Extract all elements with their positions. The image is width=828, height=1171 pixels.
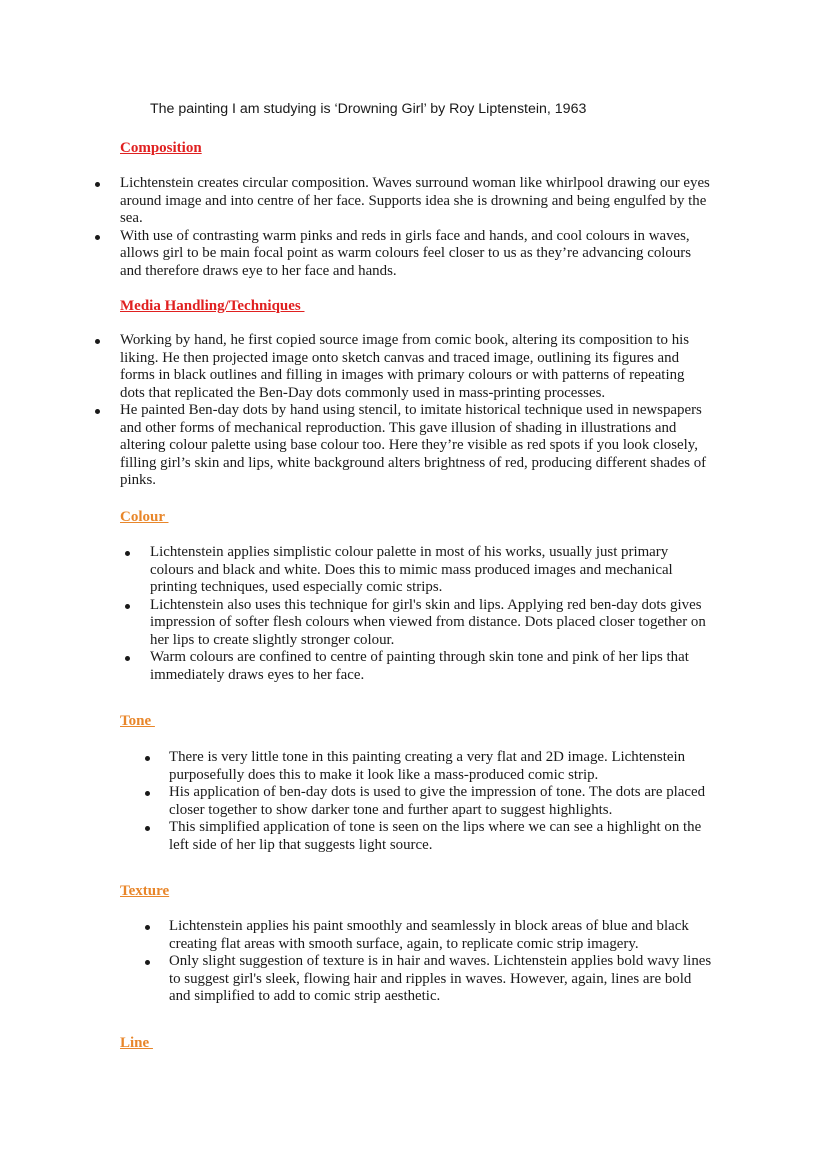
bullet-icon [145,791,150,796]
composition-list [120,175,712,280]
list-item: With use of contrasting warm pinks and reds in girls face and hands, and cool colours in waves, allows girl to be main focal point as warm colours feel closer to us as they’re advancing colours and therefore draws eye to her face and hands. [120,228,712,281]
page-title: The painting I am studying is ‘Drowning Girl’ by Roy Liptenstein, 1963 [150,101,587,117]
bullet-icon [145,925,150,930]
list-item: Lichtenstein applies simplistic colour palette in most of his works, usually just primary colours and black and white. Does this to mimic mass produced images and mechanical printing techniques, used especially comic strips. [150,544,712,597]
heading-tone: Tone [120,713,155,729]
bullet-icon [145,960,150,965]
heading-colour: Colour [120,509,169,525]
list-item: This simplified application of tone is seen on the lips where we can see a highlight on the left side of her lip that suggests light source. [169,819,712,854]
bullet-icon [95,409,100,414]
list-item: He painted Ben-day dots by hand using stencil, to imitate historical technique used in newspapers and other forms of mechanical reproduction. This gave illusion of shading in illustrations and altering colour palette using base colour too. Here they’re visible as red spots if you look closely, filling girl’s skin and lips, white background alters brightness of red, producing different shades of pinks. [120,402,712,490]
heading-line: Line [120,1035,153,1051]
list-item: Lichtenstein applies his paint smoothly and seamlessly in block areas of blue and black creating flat areas with smooth surface, again, to replicate comic strip imagery. [169,918,712,953]
list-item: Lichtenstein creates circular composition. Waves surround woman like whirlpool drawing our eyes around image and into centre of her face. Supports idea she is drowning and being engulfed by the sea. [120,175,712,228]
list-item: There is very little tone in this painting creating a very flat and 2D image. Lichtenstein purposefully does this to make it look like a mass-produced comic strip. [169,749,712,784]
bullet-icon [125,604,130,609]
bullet-icon [145,826,150,831]
list-item: His application of ben-day dots is used to give the impression of tone. The dots are placed closer together to show darker tone and further apart to suggest highlights. [169,784,712,819]
bullet-icon [125,551,130,556]
colour-list [150,544,712,684]
media-list [120,332,712,490]
heading-media-handling: Media Handling/Techniques [120,298,305,314]
bullet-icon [95,235,100,240]
list-item: Working by hand, he first copied source image from comic book, altering its composition to his liking. He then projected image onto sketch canvas and traced image, outlining its figures and forms in black outlines and filling in images with primary colours or with patterns of repeating dots that replicated the Ben-Day dots commonly used in mass-printing processes. [120,332,712,402]
bullet-icon [145,756,150,761]
bullet-icon [95,182,100,187]
list-item: Lichtenstein also uses this technique for girl's skin and lips. Applying red ben-day dots gives impression of softer flesh colours when viewed from distance. Dots placed closer together on her lips to create slightly stronger colour. [150,597,712,650]
texture-list [169,918,712,1006]
heading-texture: Texture [120,883,170,899]
tone-list [169,749,712,854]
list-item: Warm colours are confined to centre of painting through skin tone and pink of her lips that immediately draws eyes to her face. [150,649,712,684]
list-item: Only slight suggestion of texture is in hair and waves. Lichtenstein applies bold wavy lines to suggest girl's sleek, flowing hair and ripples in waves. However, again, lines are bold and simplified to add to comic strip aesthetic. [169,953,712,1006]
bullet-icon [95,339,100,344]
heading-composition: Composition [120,140,202,156]
bullet-icon [125,656,130,661]
